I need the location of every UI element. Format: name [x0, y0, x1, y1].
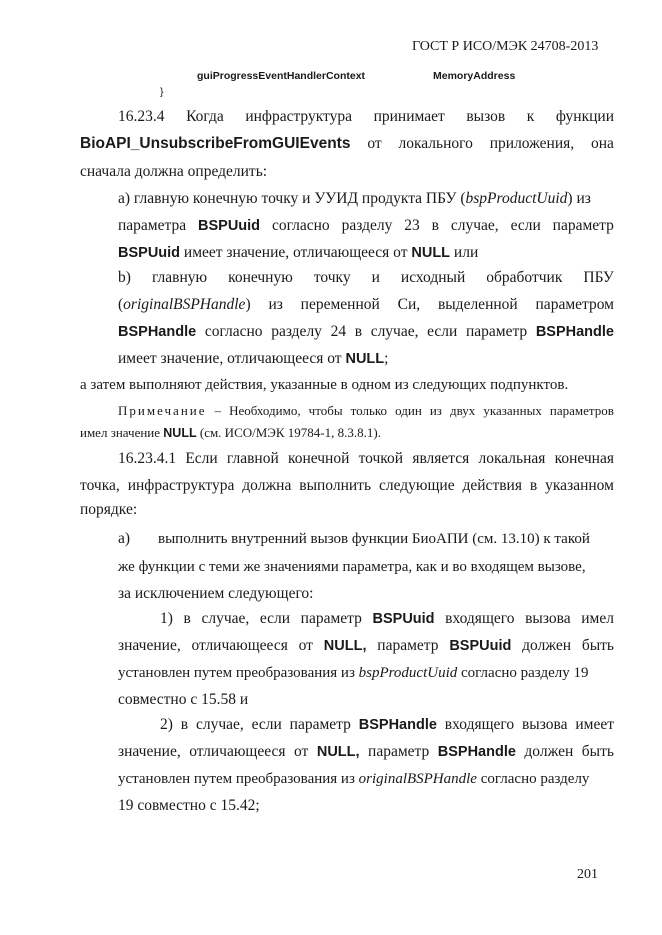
document-header: ГОСТ Р ИСО/МЭК 24708-2013: [412, 39, 599, 54]
sub-1-line-1: 1) в случае, если параметр BSPUuid входящего вызова имел: [160, 610, 614, 627]
code-param-name: guiProgressEventHandlerContext: [197, 70, 366, 82]
item-b-line-3: BSPHandle согласно разделу 24 в случае, если параметр BSPHandle: [118, 323, 614, 340]
item-b-line-1: b) главную конечную точку и исходный обработчик ПБУ: [118, 269, 614, 286]
clause-16-23-4-1-line-1: 16.23.4.1 Если главной конечной точкой является локальная конечная: [118, 450, 614, 467]
sub-a-line-2: же функции с теми же значениями параметра, как и во входящем вызове,: [118, 559, 586, 575]
sub-2-line-2: значение, отличающееся от NULL, параметр BSPHandle должен быть: [118, 743, 614, 760]
function-name: BioAPI_UnsubscribeFromGUIEvents: [80, 135, 351, 152]
sub-a-label: а): [118, 530, 131, 547]
clause-16-23-4-1-line-3: порядке:: [80, 501, 138, 518]
note-label: Примечание: [118, 403, 207, 418]
after-list-text: а затем выполняют действия, указанные в одном из следующих подпунктов.: [80, 377, 569, 393]
clause-16-23-4-line-1: 16.23.4 Когда инфраструктура принимает вызов к функции: [118, 108, 614, 125]
item-a-line-2: параметра BSPUuid согласно разделу 23 в случае, если параметр: [118, 217, 614, 234]
clause-number: 16.23.4: [118, 108, 165, 125]
code-closing-brace: }: [160, 86, 164, 98]
item-b-line-2: (originalBSPHandle) из переменной Си, выделенной параметром: [118, 296, 614, 313]
sub-2-line-3: установлен путем преобразования из originalBSPHandle согласно разделу: [118, 771, 590, 787]
note-line-1: Примечание – Необходимо, чтобы только один из двух указанных параметров: [118, 401, 614, 421]
clause-16-23-4-line-2: BioAPI_UnsubscribeFromGUIEvents от локального приложения, она: [80, 135, 614, 152]
page-number: 201: [577, 867, 598, 882]
item-b-line-4: имеет значение, отличающееся от NULL;: [118, 350, 389, 367]
item-a-line-1: а) главную конечную точку и УУИД продукта ПБУ (bspProductUuid) из: [118, 190, 591, 207]
sub-2-line-1: 2) в случае, если параметр BSPHandle входящего вызова имеет: [160, 716, 614, 733]
sub-2-line-4: 19 совместно с 15.42;: [118, 797, 260, 814]
clause-16-23-4-1-line-2: точка, инфраструктура должна выполнить следующие действия в указанном: [80, 477, 614, 494]
sub-a-line-3: за исключением следующего:: [118, 585, 314, 602]
sub-1-line-3: установлен путем преобразования из bspProductUuid согласно разделу 19: [118, 665, 589, 681]
clause-16-23-4-line-3: сначала должна определить:: [80, 163, 268, 180]
note-line-2: имел значение NULL (см. ИСО/МЭК 19784-1, 8.3.8.1).: [80, 425, 381, 440]
sub-a-line-1: выполнить внутренний вызов функции БиоАПИ (см. 13.10) к такой: [158, 531, 590, 547]
sub-1-line-2: значение, отличающееся от NULL, параметр BSPUuid должен быть: [118, 637, 614, 654]
item-a-line-3: BSPUuid имеет значение, отличающееся от NULL или: [118, 244, 479, 261]
sub-1-line-4: совместно с 15.58 и: [118, 691, 249, 708]
code-param-type: MemoryAddress: [433, 70, 516, 82]
